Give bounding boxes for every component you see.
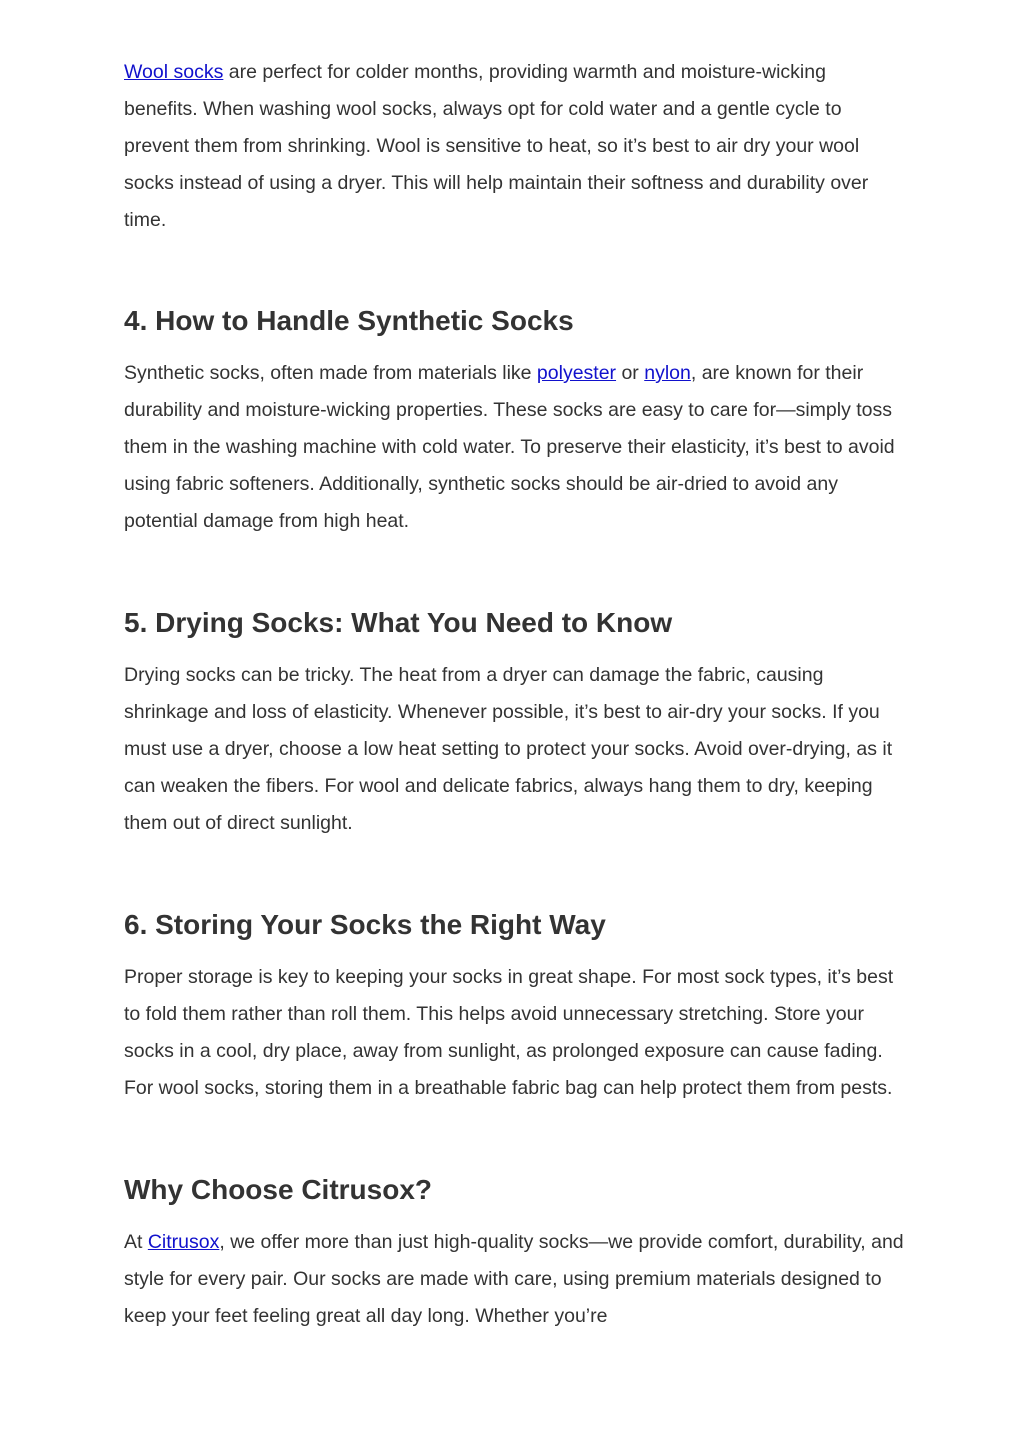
section-5-heading: 5. Drying Socks: What You Need to Know: [124, 607, 673, 638]
section-4-paragraph: [124, 355, 904, 540]
why-text-b: , we offer more than just high-quality socks—we provide comfort, durability, and style for every pair. Our socks are made with care, using premium materials designed to keep your feet feeling great all day long. Whether you’re: [124, 1231, 904, 1327]
section-4-text-a: Synthetic socks, often made from materials like: [124, 362, 537, 384]
section-5-paragraph: Drying socks can be tricky. The heat from a dryer can damage the fabric, causing shrinkage and loss of elasticity. Whenever possible, it’s best to air-dry your socks. If you must use a dryer, choose a low heat setting to protect your socks. Avoid over-drying, as it can weaken the fibers. For wool and delicate fabrics, always hang them to dry, keeping them out of direct sunlight.: [124, 664, 893, 834]
intro-paragraph: [124, 54, 904, 239]
polyester-link[interactable]: polyester: [536, 362, 617, 384]
document-page: [124, 54, 904, 1335]
why-choose-heading: Why Choose Citrusox?: [124, 1174, 433, 1205]
section-4-text-b: or: [616, 362, 645, 384]
section-4-heading: 4. How to Handle Synthetic Socks: [124, 305, 574, 336]
wool-socks-link[interactable]: Wool socks: [124, 61, 224, 83]
section-6-paragraph: Proper storage is key to keeping your socks in great shape. For most sock types, it’s best to fold them rather than roll them. This helps avoid unnecessary stretching. Store your socks in a cool, dry place, away from sunlight, as prolonged exposure can cause fading. For wool socks, storing them in a breathable fabric bag can help protect them from pests.: [124, 966, 894, 1099]
section-4-text-c: , are known for their durability and moisture-wicking properties. These socks are easy to care for—simply toss them in the washing machine with cold water. To preserve their elasticity, it’s best to avoid using fabric softeners. Additionally, synthetic socks should be air-dried to avoid any potential damage from high heat.: [124, 362, 895, 532]
intro-text: are perfect for colder months, providing warmth and moisture-wicking benefits. When washing wool socks, always opt for cold water and a gentle cycle to prevent them from shrinking. Wool is sensitive to heat, so it’s best to air dry your wool socks instead of using a dryer. This will help maintain their softness and durability over time.: [124, 61, 869, 231]
why-text-a: At: [124, 1231, 148, 1253]
nylon-link[interactable]: nylon: [644, 362, 691, 384]
why-choose-paragraph: [124, 1224, 904, 1335]
section-6-heading: 6. Storing Your Socks the Right Way: [124, 909, 606, 940]
citrusox-link[interactable]: Citrusox: [147, 1231, 220, 1253]
